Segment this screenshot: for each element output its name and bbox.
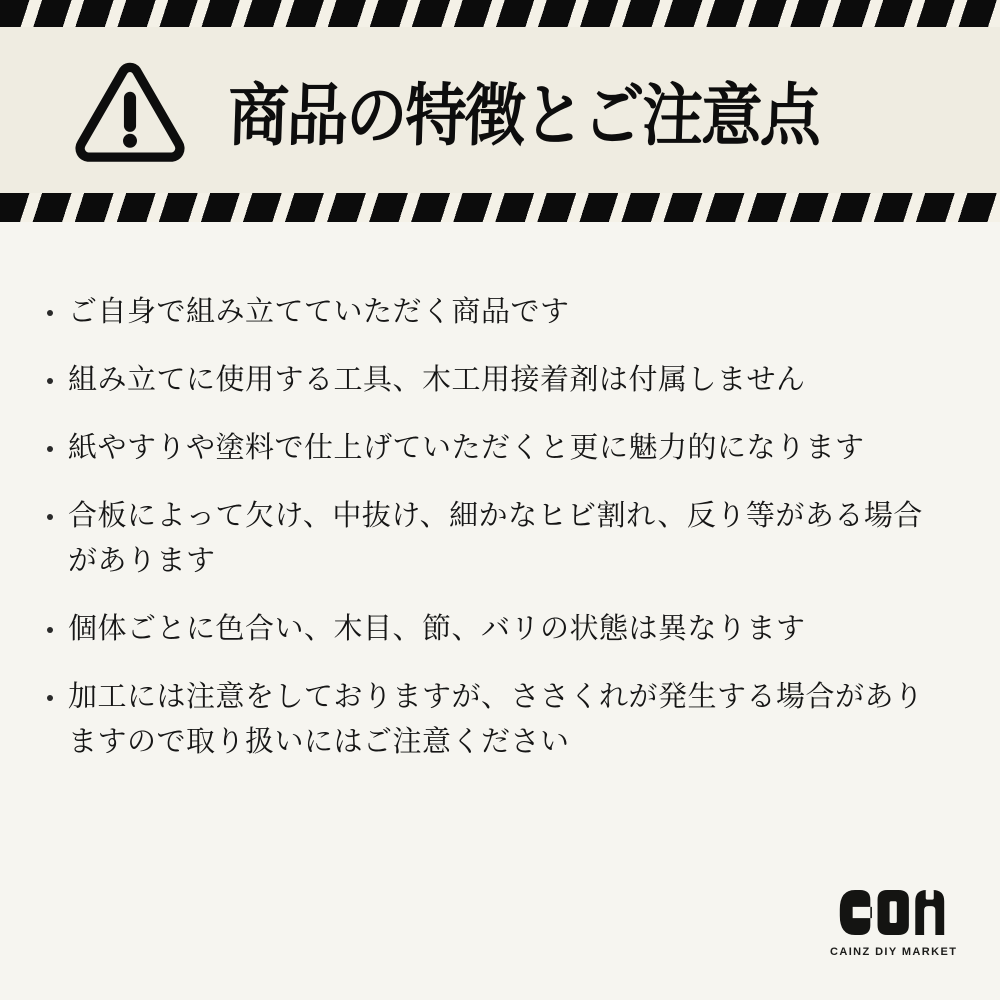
- note-text: 個体ごとに色合い、木目、節、バリの状態は異なります: [68, 613, 806, 645]
- warning-triangle-icon: [74, 55, 186, 165]
- note-text: 合板によって欠け、中抜け、細かなヒビ割れ、反り等がある場合があります: [68, 500, 923, 577]
- note-item: [45, 358, 937, 403]
- cdm-logo-mark-icon: [839, 884, 945, 941]
- note-item: [45, 426, 937, 471]
- note-item: [45, 494, 937, 584]
- hazard-stripe-top: [0, 0, 1000, 27]
- note-text: 組み立てに使用する工具、木工用接着剤は付属しません: [68, 364, 806, 396]
- cdm-logo: [830, 884, 958, 958]
- note-text: ご自身で組み立てていただく商品です: [68, 296, 570, 328]
- bullet-icon: [47, 446, 53, 452]
- note-item: [45, 607, 937, 652]
- note-item: [45, 675, 937, 765]
- note-text: 加工には注意をしておりますが、ささくれが発生する場合がありますので取り扱いにはご注意ください: [68, 681, 924, 758]
- logo-wordmark: CAINZ DIY MARKET: [830, 946, 958, 958]
- page-title: 商品の特徴とご注意点: [226, 78, 821, 154]
- bullet-icon: [47, 514, 53, 520]
- bullet-icon: [47, 695, 53, 701]
- hazard-stripe-bottom: [0, 193, 1000, 222]
- notes-list: [45, 290, 937, 765]
- bullet-icon: [47, 310, 53, 316]
- note-item: [45, 290, 937, 335]
- note-text: 紙やすりや塗料で仕上げていただくと更に魅力的になります: [68, 432, 865, 464]
- bullet-icon: [47, 627, 53, 633]
- bullet-icon: [47, 378, 53, 384]
- header-banner: [0, 0, 1000, 222]
- header-content: [74, 27, 970, 193]
